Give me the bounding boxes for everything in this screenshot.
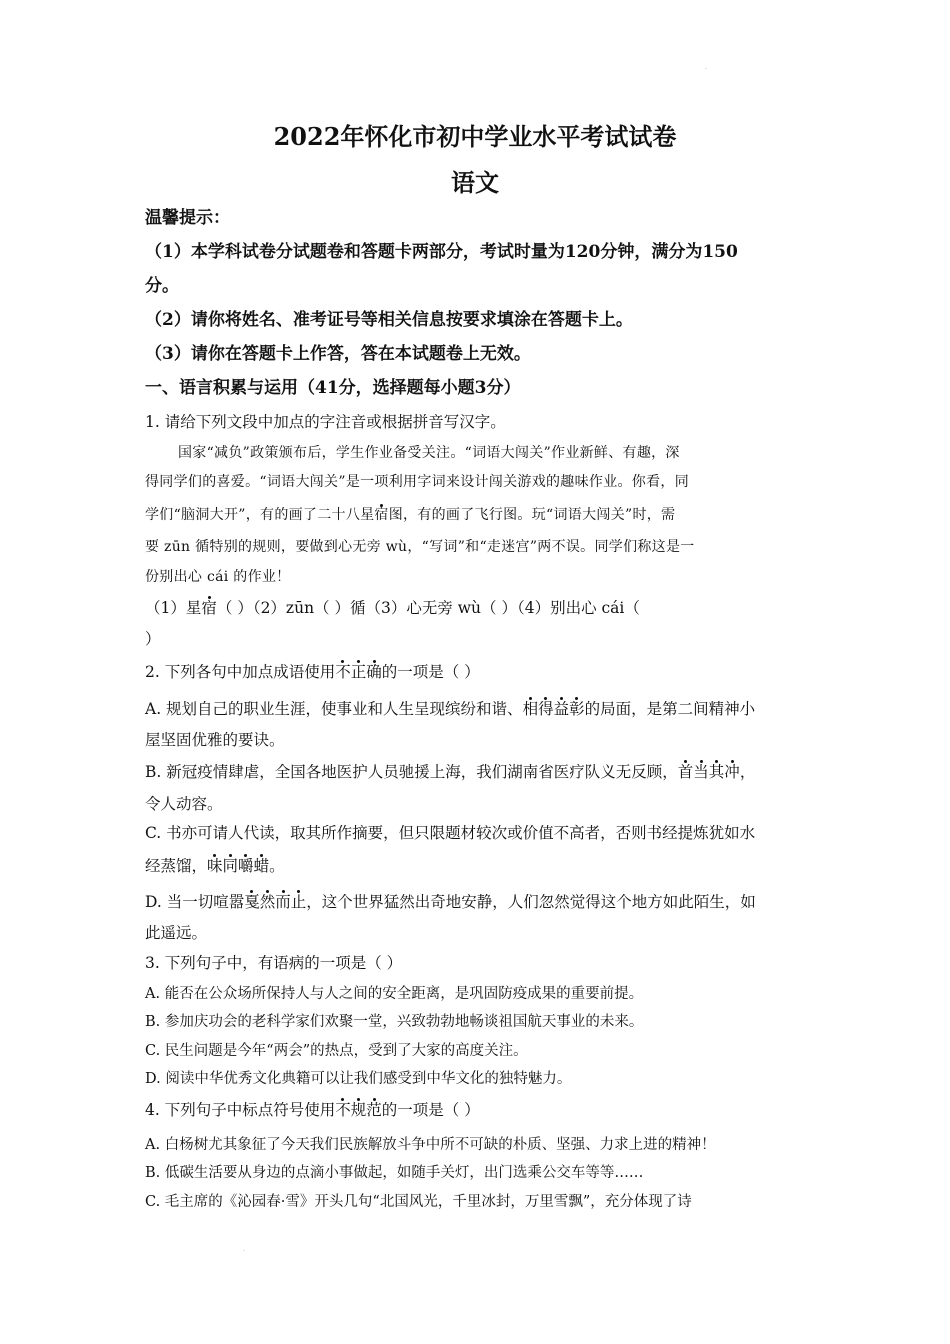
exam-title: 2022年怀化市初中学业水平考试试卷 [273,122,677,151]
dotted-char: 益 [553,700,570,718]
q2-option-c-cont: 经蒸馏，味同嚼蜡。 [145,857,285,875]
q2-option-b: B. 新冠疫情肆虐，全国各地医护人员驰援上海，我们湖南省医疗队义无反顾，首当其冲， [145,763,756,781]
dotted-idiom [244,893,306,911]
q2-option-c: C. 书亦可请人代读，取其所作摘要，但只限题材较次或价值不高者，否则书经提炼犹如水 [145,824,756,842]
q4-option-c: C. 毛主席的《沁园春·雪》开头几句“北国风光，千里冰封，万里雪飘”，充分体现了诗 [145,1194,692,1210]
dotted-idiom [523,700,585,718]
tip-2: （2）请你将姓名、准考证号等相关信息按要求填涂在答题卡上。 [145,310,633,330]
dotted-char: 得 [538,700,554,718]
dotted-char: 蜡 [253,857,270,875]
dotted-char: 当 [693,763,709,781]
q1-passage-line: 学们“脑洞大开”，有的画了二十八星宿图，有的画了飞行图。玩“词语大闯关”时，需 [145,507,676,523]
tip-1: （1）本学科试卷分试题卷和答题卡两部分，考试时量为120分钟，满分为150 [145,242,738,262]
dotted-char: 不 [335,663,351,681]
q4-stem: 4. 下列句子中标点符号使用不规范的一项是（ ） [145,1101,480,1119]
dotted-char: 规 [350,1101,367,1119]
q1-passage-line: 份别出心 cái 的作业！ [145,569,291,585]
q1-answer-close: ） [145,630,161,648]
tip-1-cont: 分。 [145,276,179,296]
q4-option-b: B. 低碳生活要从身边的点滴小事做起，如随手关灯，出门选乘公交车等等…… [145,1165,644,1181]
q1-passage-line: 得同学们的喜爱。“词语大闯关”是一项利用字词来设计闯关游戏的趣味作业。你看，同 [145,474,690,490]
tips-heading: 温馨提示： [145,208,230,228]
q4-option-a: A. 白杨树尤其象征了今天我们民族解放斗争中所不可缺的朴质、坚强、力求上进的精神！ [145,1137,716,1153]
q1-answer-blanks: （1）星宿（ ）（2）zūn（ ）循（3）心无旁 wù（ ）（4）别出心 cái（ [145,599,640,617]
q2-option-a: A. 规划自己的职业生涯，使事业和人生呈现缤纷和谐、相得益彰的局面，是第二间精神小 [145,700,756,718]
dotted-char: 嚼 [238,857,254,875]
footer-mark: . [243,1246,245,1253]
dotted-text [335,663,382,681]
section-1-heading: 一、语言积累与运用（41分，选择题每小题3分） [145,378,521,398]
dotted-char: 戛 [244,893,260,911]
dotted-char: 冲 [724,763,740,781]
q3-option-d: D. 阅读中华优秀文化典籍可以让我们感受到中华文化的独特魅力。 [145,1071,572,1087]
tip-3: （3）请你在答题卡上作答，答在本试题卷上无效。 [145,344,531,364]
corner-mark: . [705,64,707,71]
dotted-idiom [207,857,269,875]
dotted-idiom [678,763,740,781]
dotted-char: 确 [366,663,382,681]
dotted-char: 宿 [374,507,389,523]
q3-option-b: B. 参加庆功会的老科学家们欢聚一堂，兴致勃勃地畅谈祖国航天事业的未来。 [145,1014,644,1030]
dotted-char: 其 [708,763,725,781]
q2-stem: 2. 下列各句中加点成语使用不正确的一项是（ ） [145,663,480,681]
dotted-char: 而 [275,893,291,911]
q3-option-a: A. 能否在公众场所保持人与人之间的安全距离，是巩固防疫成果的重要前提。 [145,986,644,1002]
dotted-char: 止 [290,893,307,911]
dotted-char: 范 [366,1101,382,1119]
dotted-char: 首 [677,763,694,781]
dotted-char: 然 [259,893,276,911]
dotted-char: 不 [335,1101,351,1119]
dotted-char: 味 [207,857,223,875]
q2-option-d: D. 当一切喧嚣戛然而止，这个世界猛然出奇地安静，人们忽然觉得这个地方如此陌生，如 [145,893,756,911]
q3-option-c: C. 民生问题是今年“两会”的热点，受到了大家的高度关注。 [145,1043,528,1059]
q3-stem: 3. 下列句子中，有语病的一项是（ ） [145,954,403,972]
dotted-char: 相 [522,700,539,718]
q2-option-d-cont: 此遥远。 [145,924,208,942]
q1-passage-line: 国家“减负”政策颁布后，学生作业备受关注。“词语大闯关”作业新鲜、有趣，深 [178,445,680,461]
dotted-char: 正 [350,663,367,681]
dotted-char: 宿 [201,599,217,617]
q1-passage-line: 要 zūn 循特别的规则，要做到心无旁 wù，“写词”和“走迷宫”两不误。同学们称这是一 [145,539,695,555]
dotted-char: 同 [222,857,239,875]
q2-option-b-cont: 令人动容。 [145,795,223,813]
q2-option-a-cont: 屋坚固优雅的要诀。 [145,731,285,749]
q1-stem: 1. 请给下列文段中加点的字注音或根据拼音写汉字。 [145,413,506,431]
subject-title: 语文 [451,168,499,197]
dotted-char: 彰 [569,700,585,718]
dotted-text [335,1101,382,1119]
